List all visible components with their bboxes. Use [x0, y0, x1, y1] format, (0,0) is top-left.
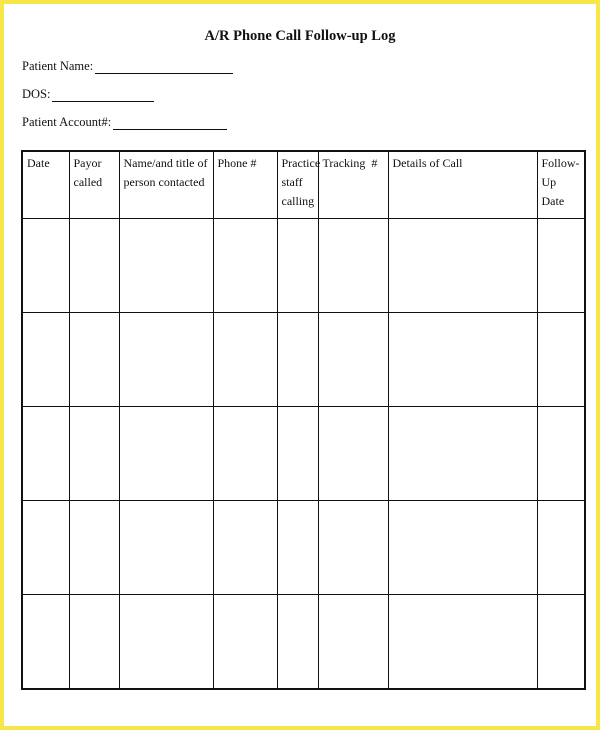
table-cell[interactable]: [213, 595, 277, 690]
table-cell[interactable]: [537, 407, 585, 501]
table-cell[interactable]: [388, 219, 537, 313]
table-row: [22, 219, 585, 313]
table-cell[interactable]: [277, 219, 318, 313]
table-cell[interactable]: [388, 407, 537, 501]
table-cell[interactable]: [213, 407, 277, 501]
dos-blank-line: [52, 89, 154, 102]
table-cell[interactable]: [119, 219, 213, 313]
table-cell[interactable]: [22, 501, 69, 595]
header-payor-called: Payor called: [69, 151, 119, 219]
table-cell[interactable]: [69, 595, 119, 690]
table-cell[interactable]: [69, 219, 119, 313]
table-cell[interactable]: [213, 219, 277, 313]
table-cell[interactable]: [69, 407, 119, 501]
table-cell[interactable]: [537, 501, 585, 595]
table-row: [22, 501, 585, 595]
table-cell[interactable]: [318, 595, 388, 690]
table-row: [22, 407, 585, 501]
header-follow-up-date: Follow-Up Date: [537, 151, 585, 219]
table-cell[interactable]: [22, 219, 69, 313]
table-cell[interactable]: [22, 313, 69, 407]
header-practice-staff: Practice staff calling: [277, 151, 318, 219]
table-cell[interactable]: [388, 501, 537, 595]
call-log-table: [21, 150, 586, 690]
table-cell[interactable]: [318, 313, 388, 407]
table-cell[interactable]: [537, 595, 585, 690]
patient-name-blank-line: [95, 61, 233, 74]
table-cell[interactable]: [388, 595, 537, 690]
table-row: [22, 595, 585, 690]
table-cell[interactable]: [277, 595, 318, 690]
table-cell[interactable]: [119, 313, 213, 407]
table-cell[interactable]: [213, 313, 277, 407]
table-cell[interactable]: [388, 313, 537, 407]
table-cell[interactable]: [69, 313, 119, 407]
header-phone: Phone #: [213, 151, 277, 219]
table-cell[interactable]: [213, 501, 277, 595]
header-tracking: Tracking #: [318, 151, 388, 219]
table-header-row: [22, 151, 585, 219]
header-date: Date: [22, 151, 69, 219]
document-page: [4, 4, 596, 726]
dos-field: [22, 87, 154, 102]
table-cell[interactable]: [318, 501, 388, 595]
patient-account-label: Patient Account#:: [22, 115, 112, 129]
table-cell[interactable]: [22, 407, 69, 501]
patient-account-field: [22, 115, 227, 130]
table-cell[interactable]: [277, 313, 318, 407]
table-cell[interactable]: [318, 219, 388, 313]
table-cell[interactable]: [119, 501, 213, 595]
table-cell[interactable]: [69, 501, 119, 595]
table-cell[interactable]: [119, 595, 213, 690]
patient-name-field: [22, 59, 233, 74]
table-cell[interactable]: [22, 595, 69, 690]
table-cell[interactable]: [119, 407, 213, 501]
patient-account-blank-line: [113, 117, 227, 130]
header-details: Details of Call: [388, 151, 537, 219]
table-row: [22, 313, 585, 407]
dos-label: DOS:: [22, 87, 51, 101]
patient-name-label: Patient Name:: [22, 59, 94, 73]
table-cell[interactable]: [537, 219, 585, 313]
table-cell[interactable]: [537, 313, 585, 407]
table-cell[interactable]: [277, 407, 318, 501]
table-cell[interactable]: [277, 501, 318, 595]
table-cell[interactable]: [318, 407, 388, 501]
page-title: A/R Phone Call Follow-up Log: [204, 28, 396, 44]
header-name-title: Name/and title of person contacted: [119, 151, 213, 219]
